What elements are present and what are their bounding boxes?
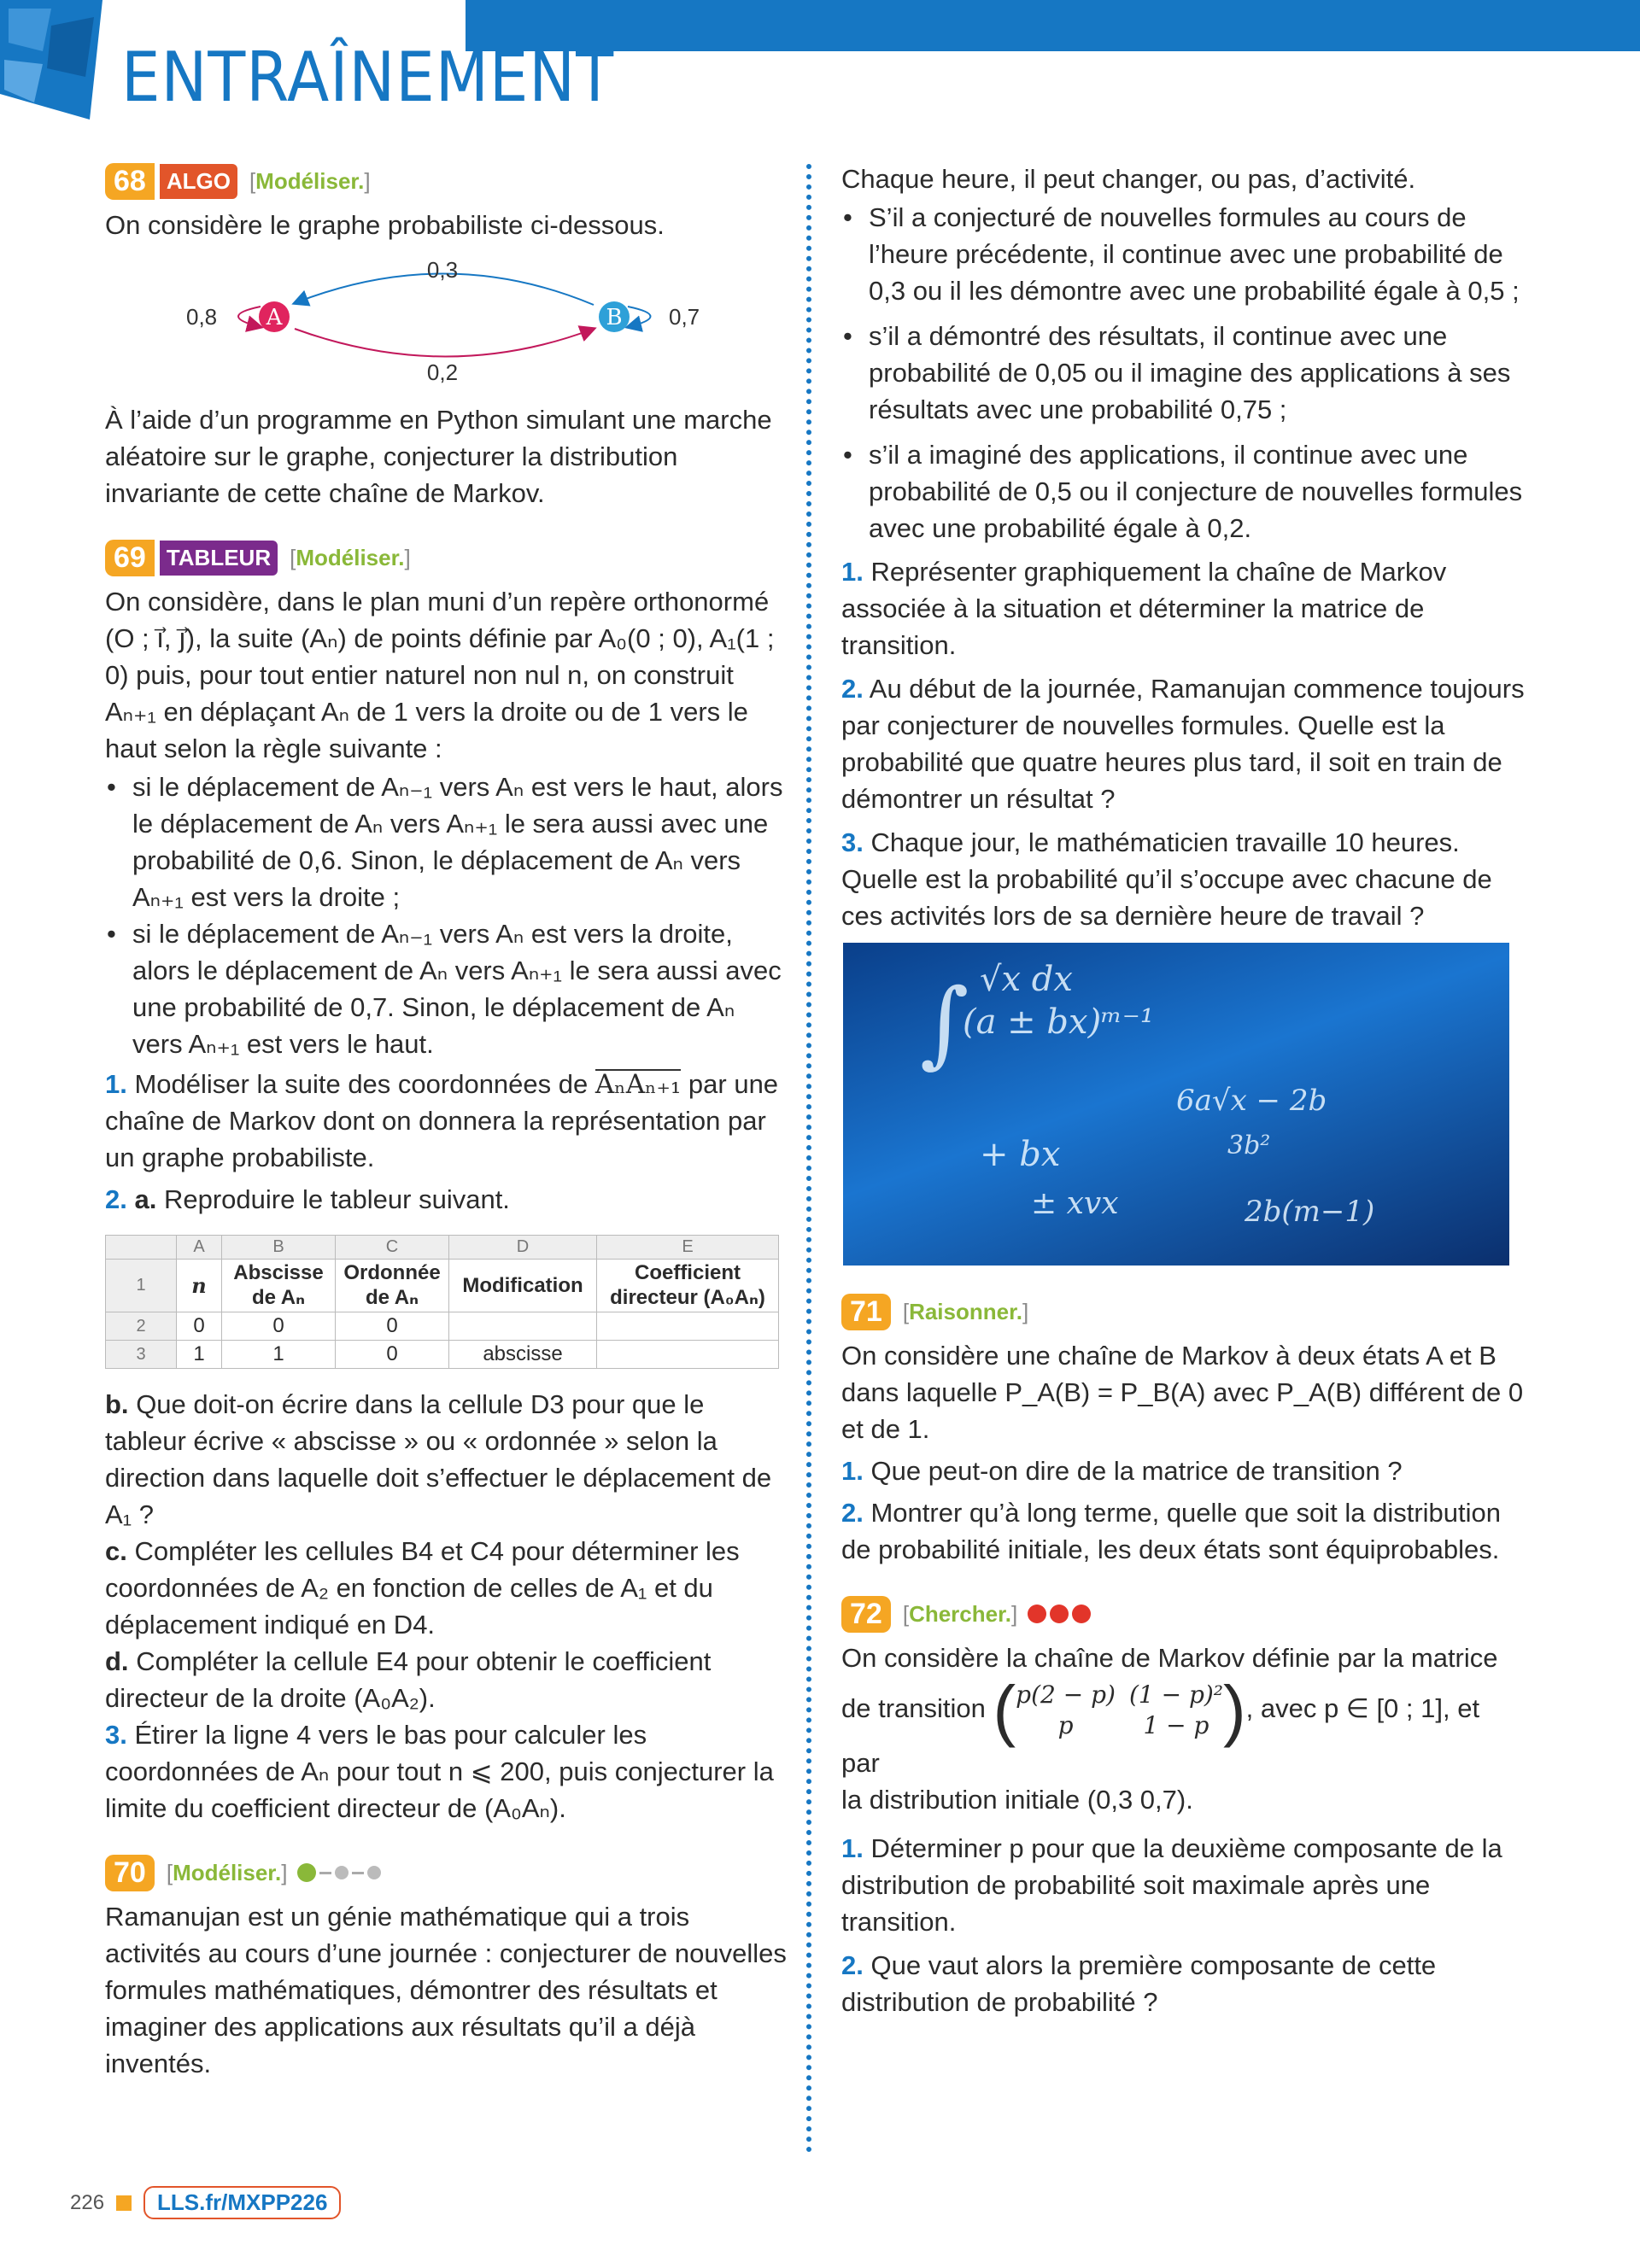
rules-list (105, 769, 788, 1062)
exercise-intro: On considère la chaîne de Markov définie par la matrice (841, 1643, 1498, 1673)
formula: 6a√x − 2b (1176, 1084, 1327, 1118)
exercise-header (105, 537, 788, 578)
spreadsheet (105, 1235, 779, 1369)
question-3: 3. Chaque jour, le mathématicien travaille 10 heures. Quelle est la probabilité qu’il s’occupe avec chacune de ces activités lors de sa dernière heure de travail ? (841, 827, 1492, 931)
header-bar (466, 0, 1640, 51)
exercise-72 (841, 1593, 1525, 2020)
table-row: 2 0 0 0 (106, 1312, 779, 1341)
skill-label: [Modéliser.] (249, 167, 371, 194)
col-letter: E (597, 1236, 779, 1260)
exercise-header (105, 161, 788, 202)
question-2: 2. Au début de la journée, Ramanujan commence toujours par conjecturer de nouvelles formules. Quelle est la probabilité que quatre heures plus tard, il soit en train de démontrer un résultat ? (841, 674, 1525, 814)
difficulty-level-3 (1028, 1605, 1091, 1623)
question-1: 1. Déterminer p pour que la deuxième composante de la distribution de probabilité soit maximale après une transition. (841, 1833, 1502, 1937)
skill-label: [Modéliser.] (290, 544, 411, 570)
exercise-70-continued: Chaque heure, il peut changer, ou pas, d’activité. (841, 164, 1416, 194)
exercise-number: 68 (105, 163, 155, 200)
exercise-69 (105, 537, 788, 1827)
transition-matrix-line: de transition ( p(2 − p) (1 − p)² p 1 − p ) , avec p ∈ [0 ; 1], et par (841, 1672, 1480, 1778)
rule-item: • si le déplacement de Aₙ₋₁ vers Aₙ est vers le haut, alors le déplacement de Aₙ vers Aₙ₊₁ le sera aussi avec une probabilité de 0,6. Sinon, le déplacement de Aₙ vers Aₙ₊₁ est vers la droite ; (132, 769, 788, 915)
exercise-header (841, 1593, 1525, 1634)
formula: √x dx (980, 960, 1073, 999)
rule-item: • s’il a démontré des résultats, il continue avec une probabilité de 0,05 ou il imagine des applications à ses résultats avec une probabilité 0,75 ; (869, 318, 1525, 428)
tableur-tag: TABLEUR (160, 541, 278, 576)
question-1: 1. Modéliser la suite des coordonnées de AₙAₙ₊₁ par une chaîne de Markov dont on donnera la représentation par un graphe probabiliste. (105, 1069, 779, 1172)
col-letter: D (449, 1236, 597, 1260)
section-title: ENTRAÎNEMENT (121, 38, 615, 117)
question-2b: b. Que doit-on écrire dans la cellule D3 pour que le tableur écrive « abscisse » ou « ordonnée » selon la direction dans laquelle doit s’effectuer le déplacement de A₁ ? (105, 1389, 772, 1529)
node-a-label: A (266, 305, 283, 330)
exercise-intro: On considère une chaîne de Markov à deux états A et B dans laquelle P_A(B) = P_B(A) avec P_A(B) différent de 0 et de 1. (841, 1341, 1524, 1444)
exercise-number: 72 (841, 1596, 891, 1633)
rule-item: • S’il a conjecturé de nouvelles formules au cours de l’heure précédente, il continue avec une probabilité de 0,3 ou il les démontre avec une probabilité égale à 0,5 ; (869, 199, 1525, 309)
math-formulas-photo (843, 943, 1509, 1266)
question-1: 1. Que peut-on dire de la matrice de transition ? (841, 1456, 1403, 1486)
col-letter: B (222, 1236, 336, 1260)
page-footer (70, 2186, 341, 2219)
question-2: 2. Montrer qu’à long terme, quelle que soit la distribution de probabilité initiale, les deux états sont équiprobables. (841, 1498, 1502, 1564)
probabilistic-graph (105, 252, 788, 389)
edge-ab-label: 0,3 (426, 257, 459, 283)
node-b-label: B (606, 305, 623, 330)
exercise-number: 70 (105, 1855, 155, 1891)
left-column (105, 161, 788, 2082)
col-letter: A (177, 1236, 222, 1260)
exercise-number: 69 (105, 540, 155, 576)
edge-ba-label: 0,2 (426, 359, 459, 385)
page-number: 226 (70, 2190, 105, 2214)
exercise-header (105, 1852, 788, 1893)
question-2a: 2. a. Reproduire le tableur suivant. (105, 1184, 510, 1214)
footer-square-icon (116, 2195, 132, 2211)
table-row: 3 1 1 0 abscisse (106, 1341, 779, 1369)
header-corner-decoration (0, 0, 102, 120)
transition-matrix: ( p(2 − p) (1 − p)² p 1 − p ) (993, 1672, 1246, 1748)
exercise-text: À l’aide d’un programme en Python simulant une marche aléatoire sur le graphe, conjecturer la distribution invariante de cette chaîne de Markov. (105, 405, 772, 508)
skill-label: [Chercher.] (902, 1600, 1018, 1627)
difficulty-level-1 (297, 1863, 381, 1882)
initial-distribution: la distribution initiale (0,3 0,7). (841, 1785, 1193, 1815)
question-1: 1. Représenter graphiquement la chaîne de Markov associée à la situation et déterminer la matrice de transition. (841, 557, 1447, 660)
loop-a-label: 0,8 (186, 304, 218, 330)
col-letter: C (336, 1236, 449, 1260)
exercise-header (841, 1291, 1525, 1332)
question-2d: d. Compléter la cellule E4 pour obtenir le coefficient directeur de la droite (A₀A₂). (105, 1646, 712, 1713)
corner-cell (106, 1236, 177, 1260)
exercise-intro: Ramanujan est un génie mathématique qui a trois activités au cours d’une journée : conjecturer de nouvelles formules mathématiques, démontrer des résultats et imaginer des applications aux résultats qu’il a déjà inventés. (105, 1902, 787, 2078)
edge-a-to-b (295, 329, 594, 357)
exercise-70 (105, 1852, 788, 2082)
exercise-number: 71 (841, 1294, 891, 1330)
exercise-intro: On considère le graphe probabiliste ci-dessous. (105, 210, 665, 240)
loop-b-label: 0,7 (669, 304, 700, 330)
activity-rules-list (841, 199, 1525, 547)
loop-b (628, 307, 651, 327)
rule-item: • si le déplacement de Aₙ₋₁ vers Aₙ est vers la droite, alors le déplacement de Aₙ vers Aₙ₊₁ le sera aussi avec une probabilité de 0,7. Sinon, le déplacement de Aₙ vers Aₙ₊₁ est vers le haut. (132, 915, 788, 1062)
formula: 2b(m−1) (1245, 1195, 1375, 1229)
spacer (841, 1568, 1525, 1593)
skill-label: [Modéliser.] (166, 1859, 288, 1885)
formula: ± xvx (1031, 1186, 1119, 1221)
resource-link[interactable]: LLS.fr/MXPP226 (144, 2186, 341, 2219)
table-row: 1 n Abscisse de Aₙ Ordonnée de Aₙ Modification Coefficient directeur (A₀Aₙ) (106, 1260, 779, 1312)
skill-label: [Raisonner.] (902, 1298, 1029, 1324)
exercise-intro: On considère, dans le plan muni d’un repère orthonormé (O ; i⃗, j⃗), la suite (Aₙ) de points définie par A₀(0 ; 0), A₁(1 ; 0) puis, pour tout entier naturel non nul n, on construit Aₙ₊₁ en déplaçant Aₙ de 1 vers la droite ou de 1 vers le haut selon la règle suivante : (105, 587, 775, 763)
column-divider (806, 164, 811, 2154)
rule-item: • s’il a imaginé des applications, il continue avec une probabilité de 0,5 ou il conjecture de nouvelles formules avec une probabilité égale à 0,2. (869, 436, 1525, 547)
question-2: 2. Que vaut alors la première composante de cette distribution de probabilité ? (841, 1950, 1437, 2017)
question-2c: c. Compléter les cellules B4 et C4 pour déterminer les coordonnées de A₂ en fonction de celles de A₁ et du déplacement indiqué en D4. (105, 1536, 740, 1640)
exercise-68 (105, 161, 788, 511)
spacer (105, 511, 788, 537)
formula: 3b² (1227, 1131, 1271, 1160)
question-3: 3. Étirer la ligne 4 vers le bas pour calculer les coordonnées de Aₙ pour tout n ⩽ 200, puis conjecturer la limite du coefficient directeur de (A₀Aₙ). (105, 1720, 774, 1823)
spacer (105, 1827, 788, 1852)
right-column (841, 161, 1525, 2020)
formula: (a ± bx)ᵐ⁻¹ (963, 1002, 1154, 1042)
algo-tag: ALGO (160, 164, 237, 199)
formula: + bx (980, 1135, 1061, 1174)
exercise-71 (841, 1291, 1525, 1568)
loop-a (238, 307, 261, 327)
formula: ∫ (920, 968, 969, 1078)
